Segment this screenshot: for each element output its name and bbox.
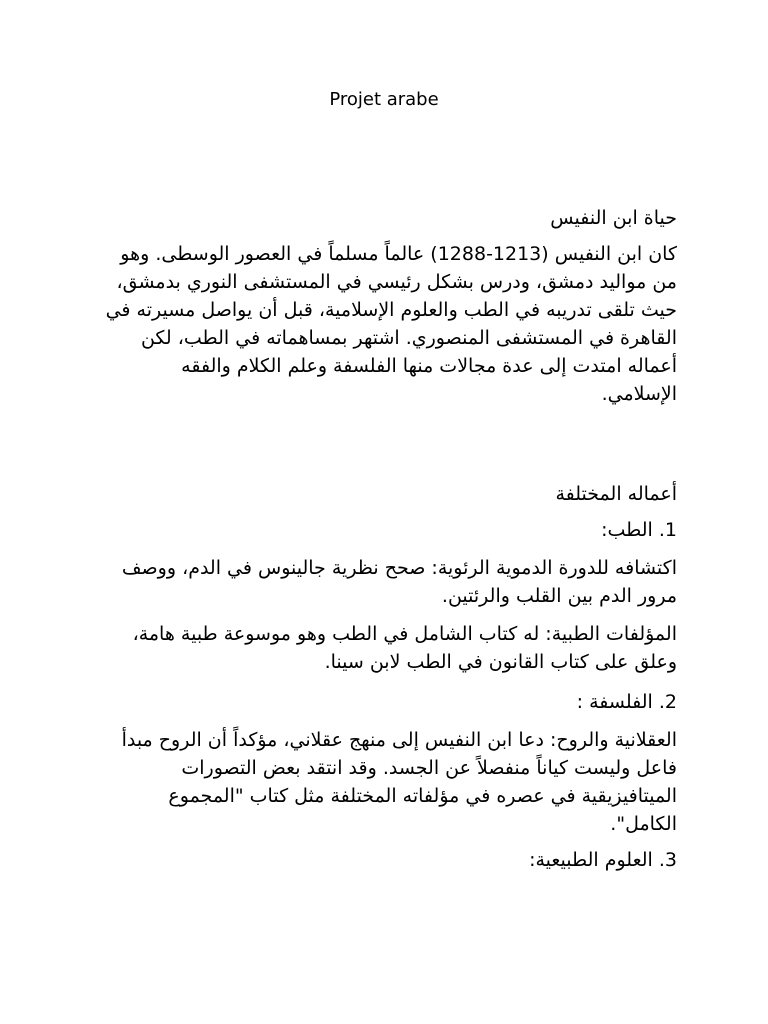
page-title: Projet arabe	[329, 89, 439, 110]
section-heading-works: أعماله المختلفة	[555, 483, 677, 505]
natural-sciences-label: 3. العلوم الطبيعية:	[529, 849, 677, 871]
biography-paragraph: كان ابن النفيس (1213-1288) عالماً مسلماً في العصور الوسطى. وهو من مواليد دمشق، ودرس بشكل رئيسي في المستشفى النوري بدمشق، حيث تلقى تدريبه في الطب والعلوم الإسلامية، قبل أن يواصل مسيرته في القاهرة في المستشفى المنصوري. اشتهر بمساهماته في الطب، لكن أعماله امتدت إلى عدة مجالات منها الفلسفة وعلم الكلام والفقه الإسلامي.	[105, 243, 677, 405]
section-heading-biography: حياة ابن النفيس	[550, 207, 677, 229]
medicine-label: 1. الطب:	[601, 519, 677, 541]
medicine-paragraph-circulation: اكتشافه للدورة الدموية الرئوية: صحح نظرية جالينوس في الدم، ووصف مرور الدم بين القلب والرئتين.	[121, 557, 677, 607]
philosophy-label: 2. الفلسفة :	[576, 691, 677, 713]
philosophy-paragraph: العقلانية والروح: دعا ابن النفيس إلى منهج عقلاني، مؤكداً أن الروح مبدأ فاعل وليست كياناً منفصلاً عن الجسد. وقد انتقد بعض التصورات الميتافيزيقية في عصره في مؤلفاته المختلفة مثل كتاب "المجموع الكامل".	[121, 729, 677, 835]
medicine-paragraph-writings: المؤلفات الطبية: له كتاب الشامل في الطب وهو موسوعة طبية هامة، وعلق على كتاب القانون في الطب لابن سينا.	[132, 623, 677, 673]
